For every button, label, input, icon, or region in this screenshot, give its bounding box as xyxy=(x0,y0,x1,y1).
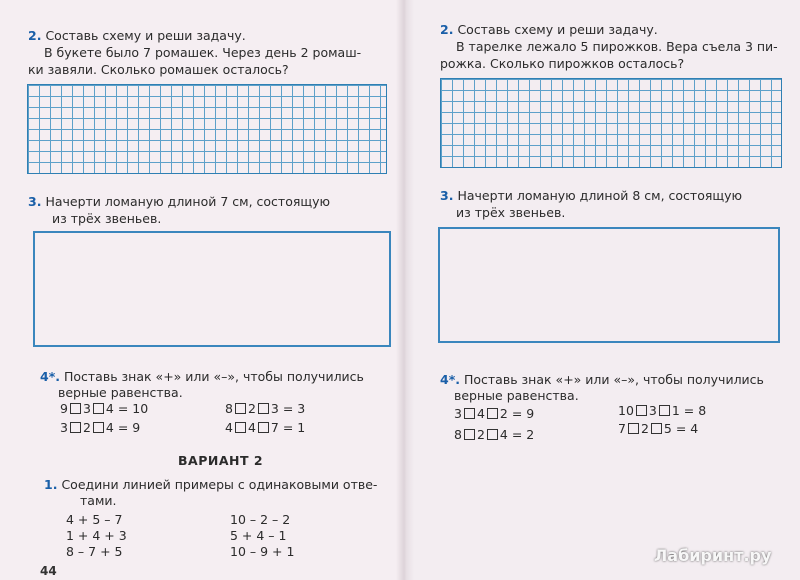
sign-box[interactable] xyxy=(258,422,269,433)
left-task2-line1: В букете было 7 ромашек. Через день 2 ромаш- xyxy=(44,45,362,60)
right-task2-heading xyxy=(440,22,658,38)
sign-box[interactable] xyxy=(651,423,662,434)
left-equation-4: 4 4 7 = 1 xyxy=(225,420,306,435)
left-task4-heading xyxy=(40,369,364,385)
expression-left-2[interactable]: 1 + 4 + 3 xyxy=(66,528,127,543)
left-task2-title: Составь схему и реши задачу. xyxy=(45,28,246,43)
sign-box[interactable] xyxy=(235,422,246,433)
sign-box[interactable] xyxy=(487,429,498,440)
left-drawing-frame[interactable] xyxy=(33,231,391,347)
right-drawing-frame[interactable] xyxy=(438,227,780,343)
right-equation-4: 7 2 5 = 4 xyxy=(618,421,699,436)
expression-right-2[interactable]: 5 + 4 – 1 xyxy=(230,528,287,543)
sign-box[interactable] xyxy=(636,405,647,416)
right-task2-line1: В тарелке лежало 5 пирожков. Вера съела 3 пи- xyxy=(456,39,778,54)
right-task4-line2: верные равенства. xyxy=(454,388,579,403)
left-task4-line2: верные равенства. xyxy=(58,385,183,400)
sign-box[interactable] xyxy=(70,422,81,433)
left-task2-number: 2. xyxy=(28,28,42,43)
expression-left-1[interactable]: 4 + 5 – 7 xyxy=(66,512,123,527)
expression-right-1[interactable]: 10 – 2 – 2 xyxy=(230,512,291,527)
expression-left-3[interactable]: 8 – 7 + 5 xyxy=(66,544,123,559)
sign-box[interactable] xyxy=(464,408,475,419)
right-task2-title: Составь схему и реши задачу. xyxy=(457,22,658,37)
left-task3-heading xyxy=(28,194,330,210)
right-equation-2: 10 3 1 = 8 xyxy=(618,403,707,418)
left-task2-heading xyxy=(28,28,246,44)
left-task2-line2: ки завяли. Сколько ромашек осталось? xyxy=(28,62,289,77)
left-equation-2: 8 2 3 = 3 xyxy=(225,401,306,416)
left-task3-line2: из трёх звеньев. xyxy=(52,211,162,226)
variant-heading: ВАРИАНТ 2 xyxy=(178,453,264,468)
right-task2-line2: рожка. Сколько пирожков осталось? xyxy=(440,56,685,71)
sign-box[interactable] xyxy=(487,408,498,419)
left-task3-line1: Начерти ломаную длиной 7 см, состоящую xyxy=(45,194,331,209)
sign-box[interactable] xyxy=(93,422,104,433)
sign-box[interactable] xyxy=(93,403,104,414)
sign-box[interactable] xyxy=(258,403,269,414)
left-task3-number: 3. xyxy=(28,194,42,209)
page-number: 44 xyxy=(40,564,57,578)
sign-box[interactable] xyxy=(628,423,639,434)
right-answer-grid[interactable] xyxy=(440,78,782,168)
left-task1-line2: тами. xyxy=(80,493,117,508)
sign-box[interactable] xyxy=(464,429,475,440)
left-equation-1: 9 3 4 = 10 xyxy=(60,401,149,416)
sign-box[interactable] xyxy=(70,403,81,414)
left-equation-3: 3 2 4 = 9 xyxy=(60,420,141,435)
expression-right-3[interactable]: 10 – 9 + 1 xyxy=(230,544,295,559)
left-answer-grid[interactable] xyxy=(27,84,387,174)
sign-box[interactable] xyxy=(659,405,670,416)
right-task3-line1: Начерти ломаную длиной 8 см, состоящую xyxy=(457,188,743,203)
book-gutter xyxy=(396,0,414,580)
right-task3-line2: из трёх звеньев. xyxy=(456,205,566,220)
left-task1-number: 1. xyxy=(44,477,58,492)
right-task2-number: 2. xyxy=(440,22,454,37)
right-equation-3: 8 2 4 = 2 xyxy=(454,427,535,442)
left-task4-line1: Поставь знак «+» или «–», чтобы получились xyxy=(63,369,364,384)
right-task4-line1: Поставь знак «+» или «–», чтобы получились xyxy=(463,372,764,387)
labirint-watermark: Лабиринт.ру xyxy=(654,546,772,565)
right-task3-number: 3. xyxy=(440,188,454,203)
right-task4-heading xyxy=(440,372,764,388)
right-task3-heading xyxy=(440,188,742,204)
left-task4-number: 4*. xyxy=(40,369,60,384)
sign-box[interactable] xyxy=(235,403,246,414)
right-equation-1: 3 4 2 = 9 xyxy=(454,406,535,421)
left-task1-heading xyxy=(44,477,377,493)
left-task1-line1: Соедини линией примеры с одинаковыми отве- xyxy=(61,477,378,492)
right-task4-number: 4*. xyxy=(440,372,460,387)
